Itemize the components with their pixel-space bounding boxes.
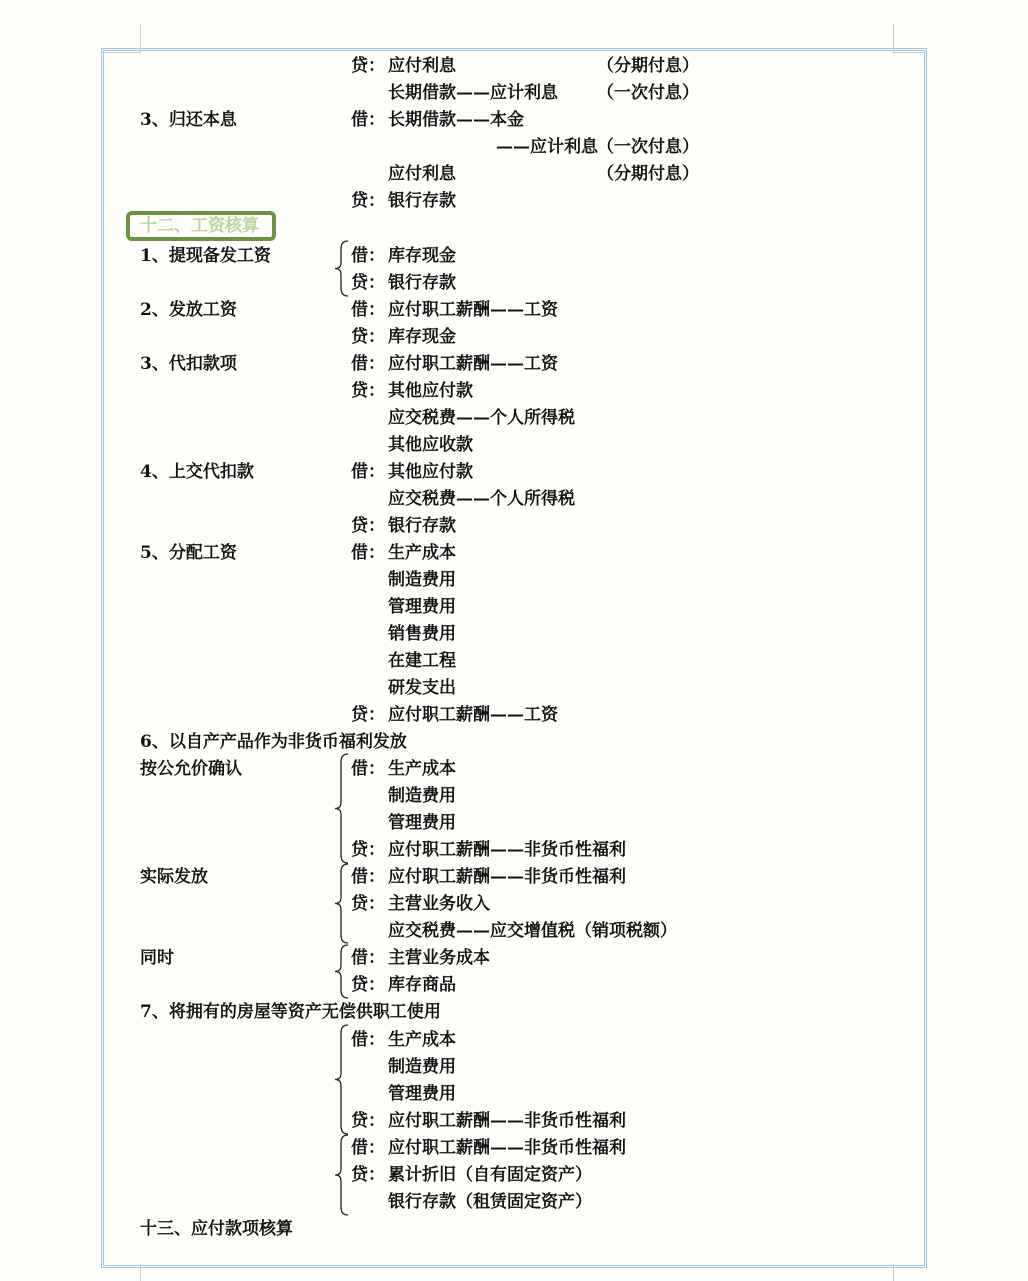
entry-note: （一次付息）	[597, 137, 699, 157]
debit-credit-label: 贷：	[351, 327, 385, 347]
account-name: 应付职工薪酬——非货币性福利	[388, 840, 626, 860]
account-name: 应付职工薪酬——非货币性福利	[388, 1111, 626, 1131]
debit-credit-label: 借：	[351, 462, 385, 482]
brace-icon	[335, 241, 348, 296]
account-name: 管理费用	[388, 1084, 456, 1104]
account-name: 管理费用	[388, 597, 456, 617]
debit-credit-label: 借：	[351, 948, 385, 968]
account-name: 研发支出	[388, 678, 456, 698]
entry-label: 4、上交代扣款	[140, 462, 254, 482]
account-name: 库存现金	[388, 246, 456, 266]
account-name: 银行存款	[388, 191, 456, 211]
account-name: 应付职工薪酬——工资	[388, 354, 558, 374]
debit-credit-label: 贷：	[351, 273, 385, 293]
account-name: 其他应收款	[388, 435, 473, 455]
debit-credit-label: 贷：	[351, 840, 385, 860]
account-name: 生产成本	[388, 759, 456, 779]
debit-credit-label: 借：	[351, 543, 385, 563]
debit-credit-label: 贷：	[351, 56, 385, 76]
debit-credit-label: 贷：	[351, 894, 385, 914]
account-name: ——应计利息	[496, 137, 598, 157]
debit-credit-label: 贷：	[351, 191, 385, 211]
account-name: 应交税费——应交增值税（销项税额）	[388, 921, 677, 941]
brace-icon	[335, 1025, 348, 1134]
entry-label: 十三、应付款项核算	[140, 1219, 293, 1239]
account-name: 银行存款	[388, 273, 456, 293]
debit-credit-label: 贷：	[351, 1165, 385, 1185]
account-name: 主营业务成本	[388, 948, 490, 968]
entry-label: 1、提现备发工资	[140, 246, 271, 266]
account-name: 银行存款	[388, 516, 456, 536]
account-name: 长期借款——应计利息	[388, 83, 558, 103]
account-name: 在建工程	[388, 651, 456, 671]
debit-credit-label: 借：	[351, 759, 385, 779]
account-name: 制造费用	[388, 570, 456, 590]
account-name: 应交税费——个人所得税	[388, 408, 575, 428]
account-name: 生产成本	[388, 1030, 456, 1050]
brace-icon	[335, 1135, 348, 1215]
debit-credit-label: 借：	[351, 300, 385, 320]
account-name: 应付利息	[388, 164, 456, 184]
account-name: 银行存款（租赁固定资产）	[388, 1192, 592, 1212]
debit-credit-label: 借：	[351, 354, 385, 374]
account-name: 应付职工薪酬——非货币性福利	[388, 1138, 626, 1158]
account-name: 应付职工薪酬——工资	[388, 300, 558, 320]
entry-label: 按公允价确认	[140, 759, 242, 779]
account-name: 长期借款——本金	[388, 110, 524, 130]
entry-note: （一次付息）	[597, 83, 699, 103]
account-name: 制造费用	[388, 786, 456, 806]
entry-label: 6、以自产产品作为非货币福利发放	[140, 732, 407, 752]
entry-label: 7、将拥有的房屋等资产无偿供职工使用	[140, 1002, 441, 1022]
account-name: 应付职工薪酬——非货币性福利	[388, 867, 626, 887]
account-name: 累计折旧（自有固定资产）	[388, 1165, 592, 1185]
account-name: 其他应付款	[388, 462, 473, 482]
entry-note: （分期付息）	[597, 164, 699, 184]
account-name: 主营业务收入	[388, 894, 490, 914]
debit-credit-label: 贷：	[351, 381, 385, 401]
brace-icon	[335, 864, 348, 943]
debit-credit-label: 借：	[351, 246, 385, 266]
entry-label: 5、分配工资	[140, 543, 237, 563]
account-name: 制造费用	[388, 1057, 456, 1077]
entry-label: 3、代扣款项	[140, 354, 237, 374]
brace-icon	[335, 754, 348, 863]
debit-credit-label: 借：	[351, 867, 385, 887]
entry-label: 2、发放工资	[140, 300, 237, 320]
debit-credit-label: 贷：	[351, 1111, 385, 1131]
debit-credit-label: 贷：	[351, 705, 385, 725]
account-name: 生产成本	[388, 543, 456, 563]
account-name: 库存商品	[388, 975, 456, 995]
debit-credit-label: 借：	[351, 110, 385, 130]
account-name: 其他应付款	[388, 381, 473, 401]
account-name: 管理费用	[388, 813, 456, 833]
section-heading-payroll: 十二、工资核算	[126, 211, 276, 241]
debit-credit-label: 借：	[351, 1030, 385, 1050]
entry-label: 同时	[140, 948, 174, 968]
entry-note: （分期付息）	[597, 56, 699, 76]
debit-credit-label: 贷：	[351, 516, 385, 536]
account-name: 应付利息	[388, 56, 456, 76]
brace-icon	[335, 945, 348, 998]
entry-label: 3、归还本息	[140, 110, 237, 130]
account-name: 应交税费——个人所得税	[388, 489, 575, 509]
entry-label: 实际发放	[140, 867, 208, 887]
account-name: 应付职工薪酬——工资	[388, 705, 558, 725]
account-name: 销售费用	[388, 624, 456, 644]
account-name: 库存现金	[388, 327, 456, 347]
debit-credit-label: 借：	[351, 1138, 385, 1158]
debit-credit-label: 贷：	[351, 975, 385, 995]
